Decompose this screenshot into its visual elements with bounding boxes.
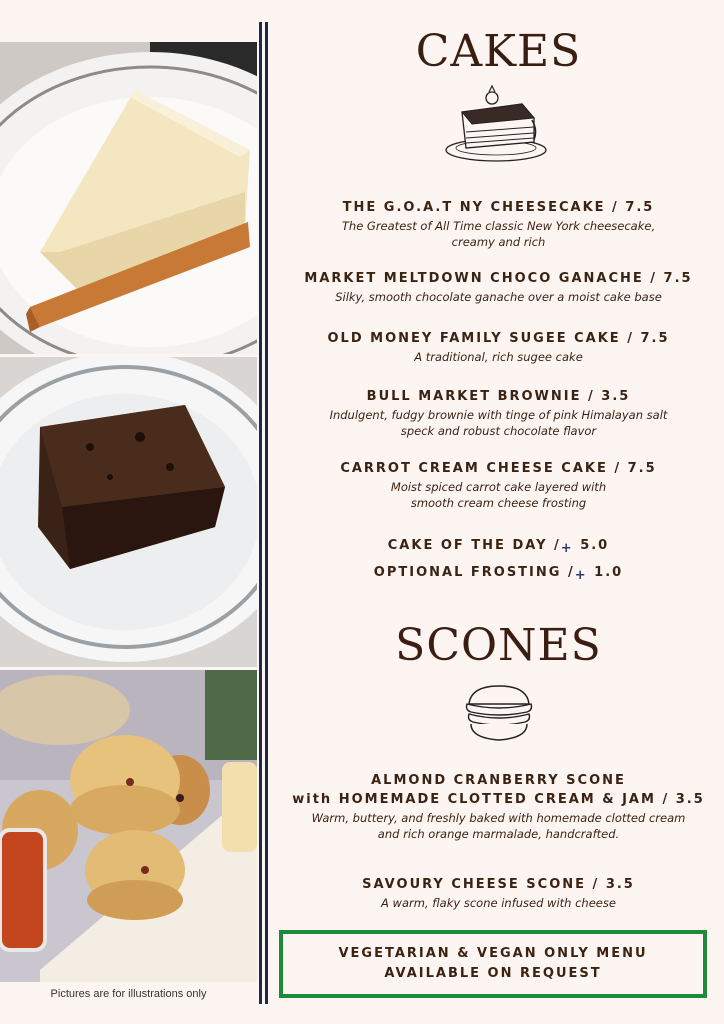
menu-item-cheesecake — [273, 198, 724, 250]
item-description: A warm, flaky scone infused with cheese — [381, 896, 616, 910]
item-description: Warm, buttery, and freshly baked with homemade clotted cream — [311, 811, 686, 825]
cheesecake-photo — [0, 42, 257, 354]
scones-title: SCONES — [395, 620, 602, 671]
item-name: BULL MARKET BROWNIE / 3.5 — [366, 389, 631, 404]
menu-item-carrot-cake — [273, 459, 724, 511]
item-description-cont: creamy and rich — [451, 235, 546, 249]
menu-item-cake-of-the-day — [273, 536, 724, 555]
item-description-cont: speck and robust chocolate flavor — [400, 424, 597, 438]
vertical-divider-left — [259, 22, 262, 1004]
notice-line-1: VEGETARIAN & VEGAN ONLY MENU — [338, 946, 648, 961]
menu-item-optional-frosting — [273, 563, 724, 582]
item-name: OLD MONEY FAMILY SUGEE CAKE / 7.5 — [327, 331, 670, 346]
item-description: Moist spiced carrot cake layered with — [390, 480, 607, 494]
brownie-photo — [0, 357, 257, 667]
cake-slice-icon — [273, 82, 724, 171]
item-name: CARROT CREAM CHEESE CAKE / 7.5 — [340, 461, 657, 476]
item-description: Silky, smooth chocolate ganache over a moist cake base — [335, 290, 662, 304]
photo-column — [0, 0, 257, 1024]
notice-line-2: AVAILABLE ON REQUEST — [384, 966, 602, 981]
extra-price: 1.0 — [587, 565, 624, 580]
item-name: SAVOURY CHEESE SCONE / 3.5 — [362, 877, 635, 892]
plus-icon: + — [574, 568, 588, 583]
menu-item-savoury-cheese-scone — [273, 875, 724, 911]
item-description: A traditional, rich sugee cake — [414, 350, 583, 364]
menu-item-brownie — [273, 387, 724, 439]
item-name: MARKET MELTDOWN CHOCO GANACHE / 7.5 — [304, 271, 693, 286]
scone-icon — [273, 682, 724, 748]
extra-price: 5.0 — [573, 538, 610, 553]
cakes-title: CAKES — [415, 26, 582, 77]
vertical-divider-right — [265, 22, 268, 1004]
menu-item-sugee-cake — [273, 329, 724, 365]
menu-item-almond-cranberry-scone — [273, 771, 724, 842]
illustration-disclaimer: Pictures are for illustrations only — [50, 988, 207, 1000]
item-description: Indulgent, fudgy brownie with tinge of pink Himalayan salt — [329, 408, 668, 422]
extra-label: CAKE OF THE DAY / — [387, 538, 561, 553]
scones-photo — [0, 670, 257, 982]
extra-label: OPTIONAL FROSTING / — [373, 565, 575, 580]
item-name-cont: with HOMEMADE CLOTTED CREAM & JAM / 3.5 — [292, 792, 705, 807]
item-description-cont: smooth cream cheese frosting — [410, 496, 587, 510]
item-description-cont: and rich orange marmalade, handcrafted. — [377, 827, 620, 841]
item-name: ALMOND CRANBERRY SCONE — [371, 773, 626, 788]
menu-item-choco-ganache — [273, 269, 724, 305]
plus-icon: + — [560, 541, 574, 556]
item-description: The Greatest of All Time classic New York cheesecake, — [341, 219, 656, 233]
item-name: THE G.O.A.T NY CHEESECAKE / 7.5 — [342, 200, 655, 215]
dietary-notice-box — [279, 930, 707, 998]
